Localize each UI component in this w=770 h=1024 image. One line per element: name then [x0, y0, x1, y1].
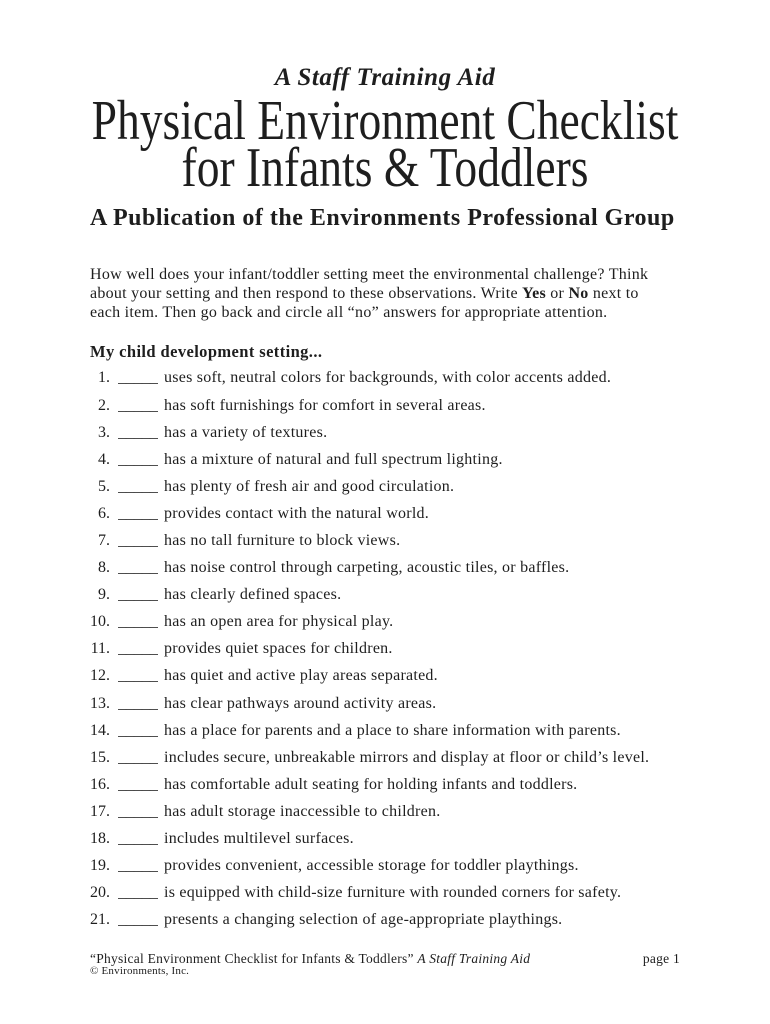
answer-blank[interactable]: _____ [118, 640, 158, 658]
item-text: has soft furnishings for comfort in several areas. [164, 396, 486, 414]
item-number: 8. [98, 559, 110, 577]
item-number: 9. [98, 586, 110, 604]
checklist-item [70, 554, 649, 581]
series-label: A Staff Training Aid [274, 64, 496, 91]
checklist-item [70, 771, 649, 798]
item-number: 11. [90, 640, 110, 658]
footer-title: “Physical Environment Checklist for Infants & Toddlers” [90, 951, 414, 966]
item-text: has a place for parents and a place to share information with parents. [164, 721, 621, 739]
answer-blank[interactable]: _____ [118, 532, 158, 549]
item-text: provides contact with the natural world. [164, 504, 430, 522]
answer-blank[interactable]: _____ [118, 586, 158, 604]
checklist-item [70, 662, 649, 689]
checklist-item [70, 392, 649, 419]
item-text: has no tall furniture to block views. [164, 532, 401, 549]
answer-blank[interactable]: _____ [118, 450, 158, 468]
item-text: has a variety of textures. [164, 423, 328, 441]
checklist-item [70, 798, 649, 825]
answer-blank[interactable]: _____ [118, 369, 158, 387]
checklist-item [70, 879, 649, 906]
item-text: uses soft, neutral colors for backgrounds, with color accents added. [164, 369, 612, 387]
intro-line-2 [90, 284, 648, 303]
answer-blank[interactable]: _____ [118, 748, 158, 766]
item-number: 6. [98, 504, 110, 522]
answer-blank[interactable]: _____ [118, 911, 158, 929]
item-number: 13. [90, 694, 110, 712]
title-line-1: Physical Environment Checklist [91, 90, 679, 152]
checklist-item [70, 744, 649, 771]
answer-blank[interactable]: _____ [118, 857, 158, 875]
item-text: is equipped with child-size furniture with rounded corners for safety. [164, 884, 622, 902]
checklist-item [70, 825, 649, 852]
document-title [72, 90, 698, 199]
title-line-2: for Infants & Toddlers [181, 137, 589, 199]
intro-paragraph [90, 265, 648, 322]
intro-line-1: How well does your infant/toddler setting meet the environmental challenge? Think [90, 265, 649, 283]
item-text: includes secure, unbreakable mirrors and display at floor or child’s level. [164, 748, 650, 766]
footer-series: A Staff Training Aid [417, 951, 531, 966]
checklist-item [70, 527, 649, 554]
answer-blank[interactable]: _____ [118, 667, 158, 685]
item-number: 7. [98, 532, 110, 549]
intro-line-3: each item. Then go back and circle all “no” answers for appropriate attention. [90, 303, 608, 321]
intro-text: or [546, 284, 569, 302]
answer-blank[interactable]: _____ [118, 423, 158, 441]
item-number: 18. [90, 830, 110, 848]
checklist-item [70, 419, 649, 446]
answer-blank[interactable]: _____ [118, 504, 158, 522]
item-text: has a mixture of natural and full spectrum lighting. [164, 450, 503, 468]
item-number: 20. [90, 884, 110, 902]
answer-blank[interactable]: _____ [118, 721, 158, 739]
item-number: 21. [90, 911, 110, 929]
item-number: 10. [90, 613, 110, 631]
item-text: provides convenient, accessible storage for toddler playthings. [164, 857, 579, 875]
checklist-item [70, 500, 649, 527]
answer-blank[interactable]: _____ [118, 830, 158, 848]
item-text: has comfortable adult seating for holding infants and toddlers. [164, 775, 578, 793]
checklist-item [70, 581, 649, 608]
item-text: has clearly defined spaces. [164, 586, 342, 604]
intro-text: about your setting and then respond to these observations. Write [90, 284, 523, 302]
checklist-item [70, 608, 649, 635]
item-text: has plenty of fresh air and good circulation. [164, 477, 455, 495]
checklist-item [70, 635, 649, 662]
checklist-heading: My child development setting... [90, 342, 323, 361]
item-text: presents a changing selection of age-appropriate playthings. [164, 911, 563, 929]
checklist-item [70, 906, 649, 933]
item-number: 1. [98, 369, 110, 387]
item-number: 14. [90, 721, 110, 739]
item-number: 2. [98, 396, 110, 414]
answer-blank[interactable]: _____ [118, 884, 158, 902]
item-number: 15. [90, 748, 110, 766]
item-number: 19. [90, 857, 110, 875]
answer-blank[interactable]: _____ [118, 396, 158, 414]
answer-blank[interactable]: _____ [118, 775, 158, 793]
item-text: includes multilevel surfaces. [164, 830, 354, 848]
answer-blank[interactable]: _____ [118, 559, 158, 577]
item-text: provides quiet spaces for children. [164, 640, 393, 658]
item-text: has an open area for physical play. [164, 613, 394, 631]
item-number: 4. [98, 450, 110, 468]
item-number: 3. [98, 423, 110, 441]
answer-blank[interactable]: _____ [118, 802, 158, 820]
answer-blank[interactable]: _____ [118, 477, 158, 495]
checklist-item [70, 717, 649, 744]
item-number: 16. [90, 775, 110, 793]
intro-text: next to [588, 284, 639, 302]
page-number: page 1 [642, 951, 680, 966]
item-number: 12. [90, 667, 110, 685]
item-text: has clear pathways around activity areas. [164, 694, 437, 712]
item-text: has adult storage inaccessible to children. [164, 802, 441, 820]
checklist-item [70, 690, 649, 717]
checklist [70, 364, 649, 933]
copyright-notice: © Environments, Inc. [90, 965, 190, 977]
item-text: has noise control through carpeting, acoustic tiles, or baffles. [164, 559, 570, 577]
checklist-item [70, 473, 649, 500]
checklist-item [70, 852, 649, 879]
yes-keyword: Yes [522, 284, 547, 302]
item-text: has quiet and active play areas separated. [164, 667, 438, 685]
no-keyword: No [568, 284, 589, 302]
item-number: 17. [90, 802, 110, 820]
answer-blank[interactable]: _____ [118, 694, 158, 712]
checklist-item [70, 446, 649, 473]
item-number: 5. [98, 477, 110, 495]
answer-blank[interactable]: _____ [118, 613, 158, 631]
publisher-subtitle: A Publication of the Environments Professional Group [90, 205, 675, 231]
checklist-item [70, 364, 649, 391]
